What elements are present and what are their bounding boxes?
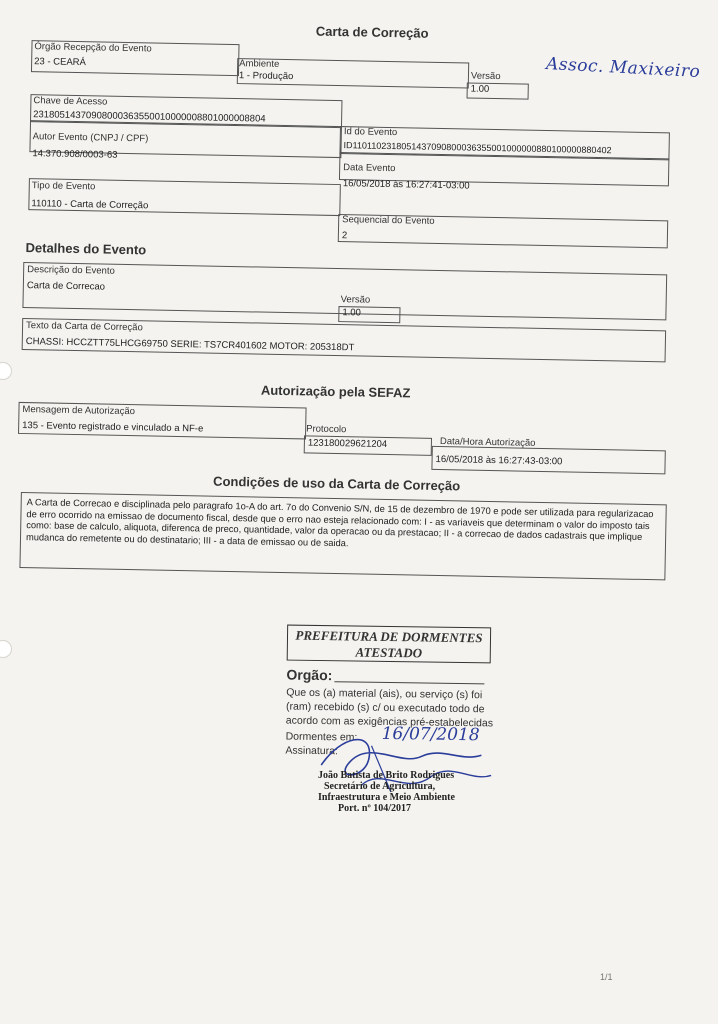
page-number: 1/1 — [600, 972, 613, 982]
signer-title2: Infraestrutura e Meio Ambiente — [318, 792, 455, 803]
correction-letter-form — [15, 18, 678, 590]
id-evento-value: ID1101102318051437090800036355001000000880100000880402 — [343, 140, 612, 156]
handwritten-note: Assoc. Maxixeiro — [545, 53, 701, 83]
signer-port: Port. nº 104/2017 — [338, 803, 412, 814]
punch-hole-top — [0, 362, 12, 380]
ambiente-value: 1 - Produção — [238, 70, 294, 83]
orgao-label: Órgão Recepção do Evento — [34, 41, 152, 55]
data-hora-label: Data/Hora Autorização — [439, 436, 536, 449]
mensagem-label: Mensagem de Autorização — [22, 404, 136, 418]
descricao-label: Descrição do Evento — [27, 264, 115, 277]
versao-label: Versão — [470, 70, 501, 83]
chave-value: 23180514370908000363550010000008801000008804 — [33, 109, 266, 125]
mensagem-value: 135 - Evento registrado e vinculado a NF-e — [22, 420, 204, 435]
autor-value: 14.370.908/0003-63 — [32, 148, 118, 161]
stamp-orgao-label: Orgão: — [286, 666, 333, 684]
stamp-body-line2: (ram) recebido (s) c/ ou executado todo de — [285, 700, 485, 716]
stamp-orgao-line — [334, 681, 484, 684]
detalhes-versao-label: Versão — [340, 294, 371, 306]
stamp-date-label: Dormentes em: — [285, 730, 358, 744]
sequencial-value: 2 — [341, 230, 348, 242]
autor-label: Autor Evento (CNPJ / CPF) — [32, 131, 149, 145]
protocolo-label: Protocolo — [306, 423, 347, 436]
descricao-value: Carta de Correcao — [26, 280, 106, 293]
condicoes-text: A Carta de Correcao e disciplinada pelo paragrafo 1o-A do art. 7o do Convenio S/N, de 15 de dezembro de 1970 e pode ser utilizada para regularizacao de erro ocorrido na emissao de documento fiscal, desde que o erro nao esteja relacionado com: I - as variaveis que determinam o valor do imposto tais como: base de calculo, aliquota, diferenca de preco, quantidade, valor da operacao ou da prestacao; II - a correcao de dados cadastrais que implique mudanca do remetente ou do destinatario; III - a data de emissao ou de saida. — [19, 492, 666, 580]
tipo-evento-value: 110110 - Carta de Correção — [31, 198, 149, 212]
stamp-date-value: 16/07/2018 — [381, 723, 480, 746]
tipo-evento-label: Tipo de Evento — [31, 180, 96, 193]
texto-label: Texto da Carta de Correção — [25, 320, 143, 334]
detalhes-versao-value: 1.00 — [342, 307, 362, 319]
data-evento-label: Data Evento — [343, 162, 396, 175]
orgao-value: 23 - CEARÁ — [34, 56, 87, 69]
versao-value: 1.00 — [470, 83, 490, 95]
data-evento-value: 16/05/2018 às 16:27:41-03:00 — [342, 178, 470, 192]
signer-title1: Secretário de Agricultura, — [324, 781, 436, 792]
signer-name: João Batista de Brito Rodrigues — [318, 770, 455, 781]
document-title: Carta de Correção — [315, 23, 429, 41]
data-hora-value: 16/05/2018 às 16:27:43-03:00 — [435, 453, 563, 468]
chave-label: Chave de Acesso — [33, 95, 108, 108]
punch-hole-bottom — [0, 640, 12, 658]
ambiente-label: Ambiente — [239, 58, 280, 70]
stamp-signature-label: Assinatura: — [285, 744, 339, 758]
condicoes-heading: Condições de uso da Carta de Correção — [212, 473, 461, 494]
stamp-body-line3: acordo com as exigências pré-estabelecidas — [285, 714, 494, 730]
stamp-body-line1: Que os (a) material (ais), ou serviço (s) foi — [286, 686, 483, 702]
detalhes-heading: Detalhes do Evento — [25, 240, 147, 258]
protocolo-value: 123180029621204 — [307, 437, 388, 451]
id-evento-label: Id do Evento — [343, 126, 398, 139]
sequencial-label: Sequencial do Evento — [342, 214, 435, 227]
stamp-header — [287, 625, 491, 664]
stamp-header-line1: PREFEITURA DE DORMENTES — [295, 627, 483, 646]
stamp-header-line2: ATESTADO — [355, 644, 423, 661]
signer-block — [318, 770, 455, 814]
texto-value: CHASSI: HCCZTT75LHCG69750 SERIE: TS7CR401602 MOTOR: 205318DT — [25, 336, 355, 354]
autorizacao-heading: Autorização pela SEFAZ — [260, 382, 411, 401]
